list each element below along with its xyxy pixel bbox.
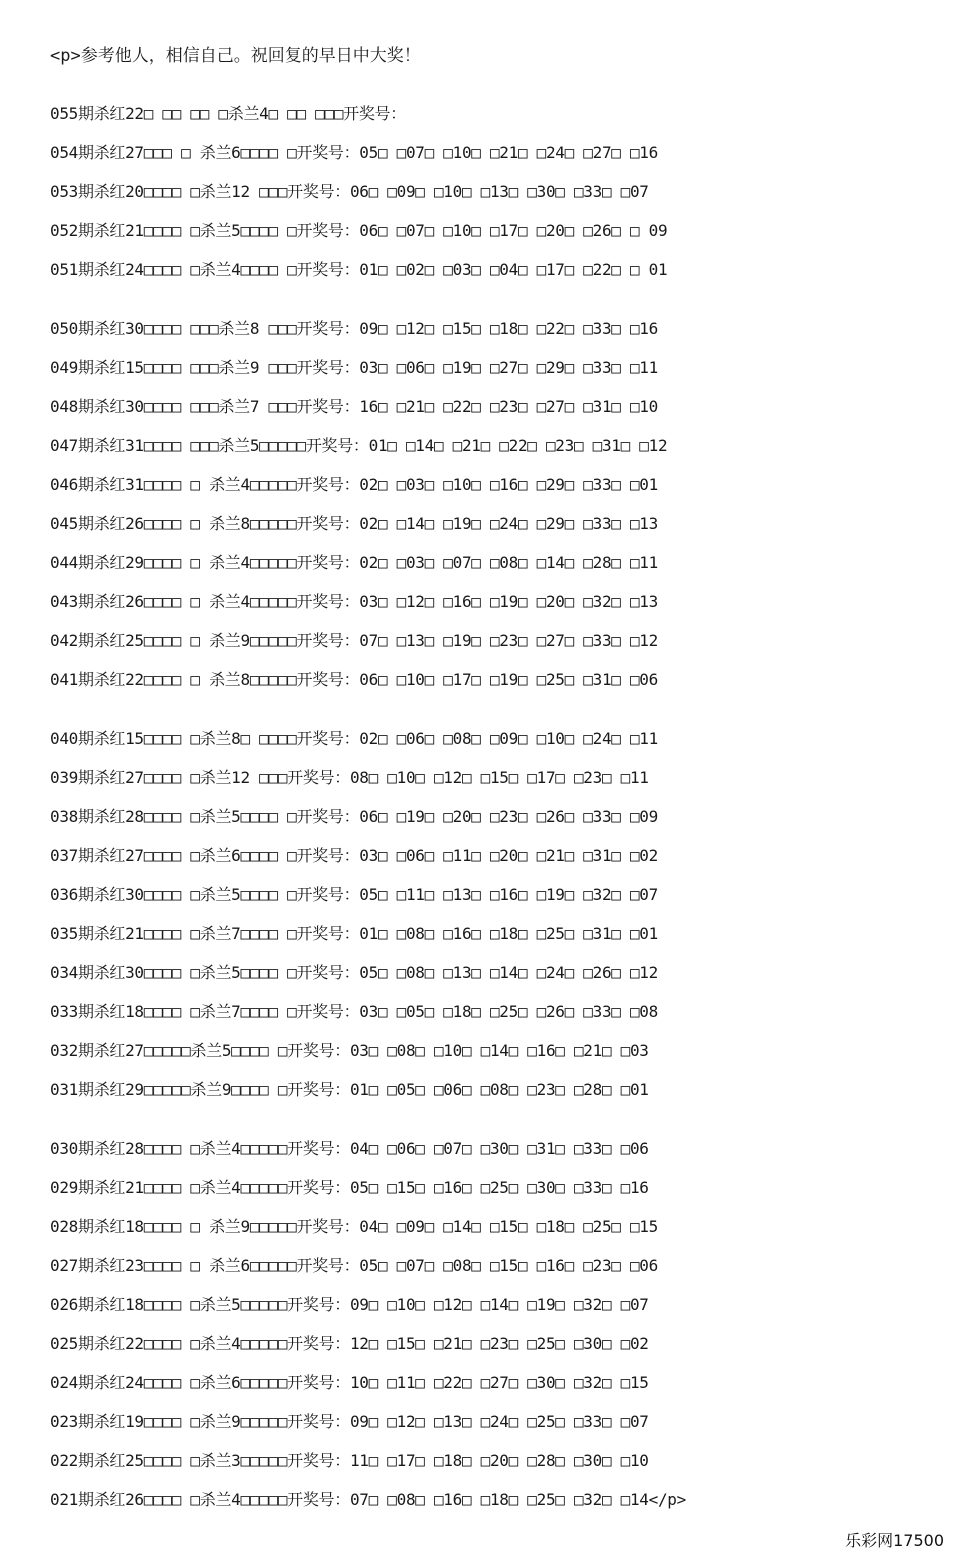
draw-line: 042期杀红25□□□□ □ 杀兰9□□□□□开奖号：07□ □13□ □19□ □23□ □27□ □33□ □12 (50, 631, 658, 650)
draw-group-055-051 (50, 102, 950, 297)
draw-line: 035期杀红21□□□□ □杀兰7□□□□ □开奖号：01□ □08□ □16□ □18□ □25□ □31□ □01 (50, 924, 658, 943)
draw-group-040-031 (50, 727, 950, 1117)
watermark-footer: 乐彩网17500 (845, 1531, 944, 1550)
draw-line: 022期杀红25□□□□ □杀兰3□□□□□开奖号：11□ □17□ □18□ □20□ □28□ □30□ □10 (50, 1451, 649, 1470)
draw-line: 049期杀红15□□□□ □□□杀兰9 □□□开奖号：03□ □06□ □19□ □27□ □29□ □33□ □11 (50, 358, 658, 377)
draw-line: 023期杀红19□□□□ □杀兰9□□□□□开奖号：09□ □12□ □13□ □24□ □25□ □33□ □07 (50, 1412, 649, 1431)
draw-line: 048期杀红30□□□□ □□□杀兰7 □□□开奖号：16□ □21□ □22□ □23□ □27□ □31□ □10 (50, 397, 658, 416)
draw-line: 021期杀红26□□□□ □杀兰4□□□□□开奖号：07□ □08□ □16□ □18□ □25□ □32□ □14</p> (50, 1490, 686, 1509)
draw-group-050-041 (50, 317, 950, 707)
draw-line: 045期杀红26□□□□ □ 杀兰8□□□□□开奖号：02□ □14□ □19□ □24□ □29□ □33□ □13 (50, 514, 658, 533)
document-body (50, 42, 950, 1527)
draw-line: 041期杀红22□□□□ □ 杀兰8□□□□□开奖号：06□ □10□ □17□ □19□ □25□ □31□ □06 (50, 670, 658, 689)
draw-line: 026期杀红18□□□□ □杀兰5□□□□□开奖号：09□ □10□ □12□ □14□ □19□ □32□ □07 (50, 1295, 649, 1314)
draw-line: 044期杀红29□□□□ □ 杀兰4□□□□□开奖号：02□ □03□ □07□ □08□ □14□ □28□ □11 (50, 553, 658, 572)
intro-line: <p>参考他人，相信自己。祝回复的早日中大奖！ (50, 46, 421, 66)
spacer (50, 70, 950, 102)
draw-line: 039期杀红27□□□□ □杀兰12 □□□开奖号：08□ □10□ □12□ □15□ □17□ □23□ □11 (50, 768, 649, 787)
draw-line: 052期杀红21□□□□ □杀兰5□□□□ □开奖号：06□ □07□ □10□ □17□ □20□ □26□ □ 09 (50, 221, 668, 240)
draw-line: 028期杀红18□□□□ □ 杀兰9□□□□□开奖号：04□ □09□ □14□ □15□ □18□ □25□ □15 (50, 1217, 658, 1236)
draw-line: 027期杀红23□□□□ □ 杀兰6□□□□□开奖号：05□ □07□ □08□ □15□ □16□ □23□ □06 (50, 1256, 658, 1275)
draw-line: 029期杀红21□□□□ □杀兰4□□□□□开奖号：05□ □15□ □16□ □25□ □30□ □33□ □16 (50, 1178, 649, 1197)
draw-line: 050期杀红30□□□□ □□□杀兰8 □□□开奖号：09□ □12□ □15□ □18□ □22□ □33□ □16 (50, 319, 658, 338)
draw-line: 034期杀红30□□□□ □杀兰5□□□□ □开奖号：05□ □08□ □13□ □14□ □24□ □26□ □12 (50, 963, 658, 982)
draw-group-030-021 (50, 1137, 950, 1527)
draw-line: 037期杀红27□□□□ □杀兰6□□□□ □开奖号：03□ □06□ □11□ □20□ □21□ □31□ □02 (50, 846, 658, 865)
draw-line: 025期杀红22□□□□ □杀兰4□□□□□开奖号：12□ □15□ □21□ □23□ □25□ □30□ □02 (50, 1334, 649, 1353)
draw-line: 043期杀红26□□□□ □ 杀兰4□□□□□开奖号：03□ □12□ □16□ □19□ □20□ □32□ □13 (50, 592, 658, 611)
draw-line: 032期杀红27□□□□□杀兰5□□□□ □开奖号：03□ □08□ □10□ □14□ □16□ □21□ □03 (50, 1041, 649, 1060)
draw-line: 055期杀红22□ □□ □□ □杀兰4□ □□ □□□开奖号： (50, 104, 406, 123)
draw-line: 047期杀红31□□□□ □□□杀兰5□□□□□开奖号：01□ □14□ □21□ □22□ □23□ □31□ □12 (50, 436, 668, 455)
draw-line: 033期杀红18□□□□ □杀兰7□□□□ □开奖号：03□ □05□ □18□ □25□ □26□ □33□ □08 (50, 1002, 658, 1021)
draw-line: 030期杀红28□□□□ □杀兰4□□□□□开奖号：04□ □06□ □07□ □30□ □31□ □33□ □06 (50, 1139, 649, 1158)
draw-line: 053期杀红20□□□□ □杀兰12 □□□开奖号：06□ □09□ □10□ □13□ □30□ □33□ □07 (50, 182, 649, 201)
draw-line: 038期杀红28□□□□ □杀兰5□□□□ □开奖号：06□ □19□ □20□ □23□ □26□ □33□ □09 (50, 807, 658, 826)
draw-line: 051期杀红24□□□□ □杀兰4□□□□ □开奖号：01□ □02□ □03□ □04□ □17□ □22□ □ 01 (50, 260, 668, 279)
draw-line: 031期杀红29□□□□□杀兰9□□□□ □开奖号：01□ □05□ □06□ □08□ □23□ □28□ □01 (50, 1080, 649, 1099)
draw-line: 036期杀红30□□□□ □杀兰5□□□□ □开奖号：05□ □11□ □13□ □16□ □19□ □32□ □07 (50, 885, 658, 904)
draw-line: 046期杀红31□□□□ □ 杀兰4□□□□□开奖号：02□ □03□ □10□ □16□ □29□ □33□ □01 (50, 475, 658, 494)
draw-line: 054期杀红27□□□ □ 杀兰6□□□□ □开奖号：05□ □07□ □10□ □21□ □24□ □27□ □16 (50, 143, 658, 162)
draw-line: 024期杀红24□□□□ □杀兰6□□□□□开奖号：10□ □11□ □22□ □27□ □30□ □32□ □15 (50, 1373, 649, 1392)
draw-line: 040期杀红15□□□□ □杀兰8□ □□□□开奖号：02□ □06□ □08□ □09□ □10□ □24□ □11 (50, 729, 658, 748)
